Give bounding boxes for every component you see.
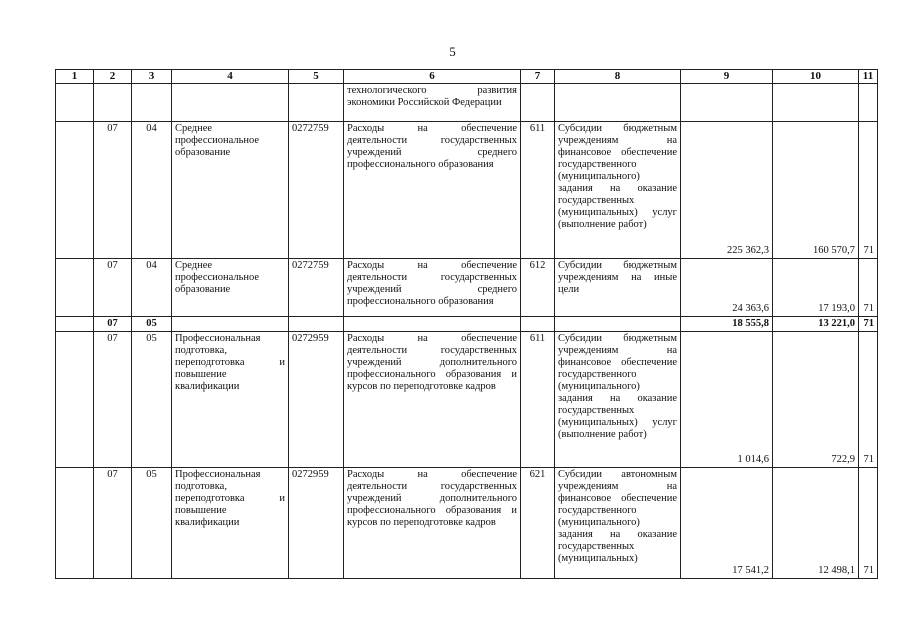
cell: Субсидии бюджетным учреждениям на финансовое обеспечение государственного (муниципального) задания на оказание государственных (муниципальных) услуг (выполнение работ) — [555, 122, 681, 259]
cell — [344, 317, 521, 332]
col-header: 3 — [132, 70, 172, 84]
cell: Среднее профессиональное образование — [172, 259, 289, 317]
cell: 0272959 — [289, 468, 344, 579]
cell: 05 — [132, 468, 172, 579]
cell — [773, 84, 859, 122]
cell — [521, 317, 555, 332]
cell: 722,9 — [773, 332, 859, 468]
cell: 71 — [859, 122, 878, 259]
cell: Профессиональная подготовка, переподготовка и повышение квалификации — [172, 468, 289, 579]
col-header: 9 — [681, 70, 773, 84]
cell: 07 — [94, 468, 132, 579]
cell: 611 — [521, 332, 555, 468]
col-header: 5 — [289, 70, 344, 84]
table-row — [56, 468, 878, 579]
page-number: 5 — [449, 44, 456, 59]
cell — [859, 84, 878, 122]
cell — [56, 259, 94, 317]
table-row — [56, 332, 878, 468]
cell: Расходы на обеспечение деятельности государственных учреждений дополнительного профессионального образования и курсов по переподготовке кадров — [344, 468, 521, 579]
cell — [289, 84, 344, 122]
cell — [56, 317, 94, 332]
cell — [681, 84, 773, 122]
cell: 24 363,6 — [681, 259, 773, 317]
cell — [521, 84, 555, 122]
cell: 04 — [132, 122, 172, 259]
cell: 621 — [521, 468, 555, 579]
col-header: 10 — [773, 70, 859, 84]
table-row — [56, 259, 878, 317]
cell: 07 — [94, 317, 132, 332]
cell: 0272959 — [289, 332, 344, 468]
cell: 07 — [94, 259, 132, 317]
cell — [172, 317, 289, 332]
cell: Расходы на обеспечение деятельности государственных учреждений дополнительного профессионального образования и курсов по переподготовке кадров — [344, 332, 521, 468]
cell: 160 570,7 — [773, 122, 859, 259]
header-row — [56, 70, 878, 84]
col-header: 4 — [172, 70, 289, 84]
cell — [56, 468, 94, 579]
cell — [132, 84, 172, 122]
cell: 611 — [521, 122, 555, 259]
col-header: 1 — [56, 70, 94, 84]
cell: 71 — [859, 317, 878, 332]
col-header: 7 — [521, 70, 555, 84]
cell: 04 — [132, 259, 172, 317]
cell: Расходы на обеспечение деятельности государственных учреждений среднего профессионального образования — [344, 259, 521, 317]
cell — [56, 332, 94, 468]
cell: Субсидии автономным учреждениям на финансовое обеспечение государственного (муниципального) задания на оказание государственных (муниципальных) — [555, 468, 681, 579]
cell: Расходы на обеспечение деятельности государственных учреждений среднего профессионального образования — [344, 122, 521, 259]
cell: 07 — [94, 122, 132, 259]
table-row — [56, 84, 878, 122]
cell: Профессиональная подготовка, переподготовка и повышение квалификации — [172, 332, 289, 468]
cell — [56, 122, 94, 259]
cell — [289, 317, 344, 332]
cell: 05 — [132, 317, 172, 332]
cell: Субсидии бюджетным учреждениям на иные цели — [555, 259, 681, 317]
cell: Среднее профессиональное образование — [172, 122, 289, 259]
cell: 07 — [94, 332, 132, 468]
cell: 1 014,6 — [681, 332, 773, 468]
cell: 17 541,2 — [681, 468, 773, 579]
cell: Субсидии бюджетным учреждениям на финансовое обеспечение государственного (муниципального) задания на оказание государственных (муниципальных) услуг (выполнение работ) — [555, 332, 681, 468]
cell: технологического развития экономики Российской Федерации — [344, 84, 521, 122]
cell: 71 — [859, 259, 878, 317]
cell — [555, 84, 681, 122]
cell: 0272759 — [289, 122, 344, 259]
cell: 0272759 — [289, 259, 344, 317]
cell: 612 — [521, 259, 555, 317]
cell: 225 362,3 — [681, 122, 773, 259]
table-row — [56, 122, 878, 259]
cell: 17 193,0 — [773, 259, 859, 317]
cell — [172, 84, 289, 122]
cell: 12 498,1 — [773, 468, 859, 579]
cell — [94, 84, 132, 122]
cell: 18 555,8 — [681, 317, 773, 332]
cell: 71 — [859, 332, 878, 468]
col-header: 2 — [94, 70, 132, 84]
cell: 05 — [132, 332, 172, 468]
cell — [56, 84, 94, 122]
col-header: 6 — [344, 70, 521, 84]
col-header: 11 — [859, 70, 878, 84]
cell: 13 221,0 — [773, 317, 859, 332]
subtotal-row — [56, 317, 878, 332]
budget-table — [55, 69, 878, 579]
col-header: 8 — [555, 70, 681, 84]
cell — [555, 317, 681, 332]
cell: 71 — [859, 468, 878, 579]
